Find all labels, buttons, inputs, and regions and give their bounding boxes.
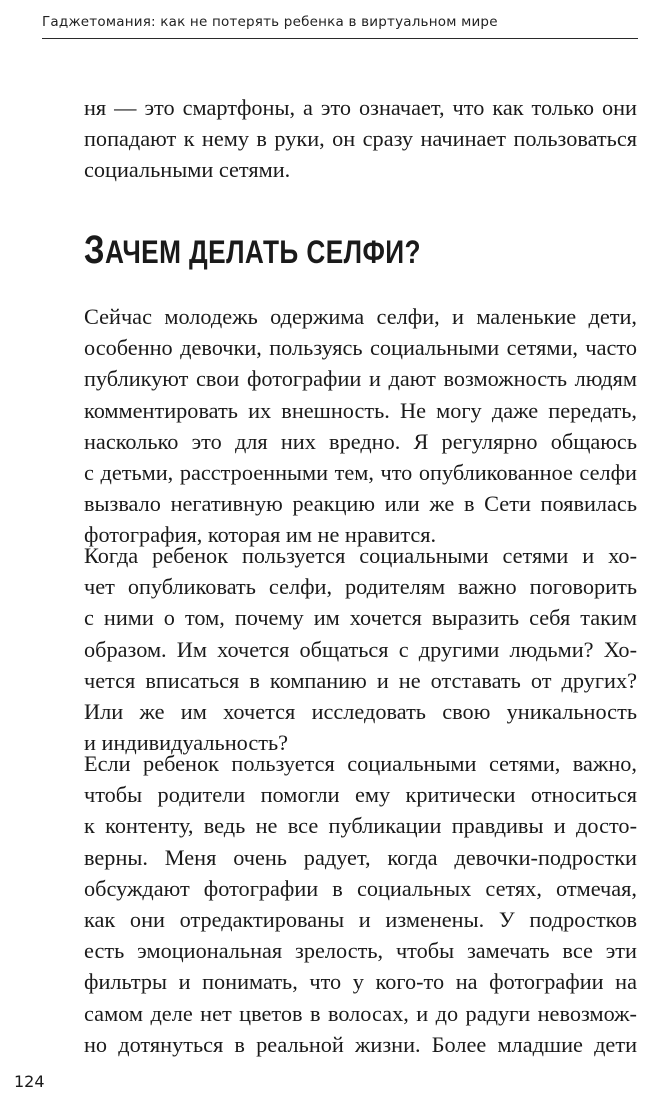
text-line: образом. Им хочется общаться с другими людьми? Хо- [84,636,637,662]
heading-initial: З [84,228,105,272]
text-line: публикуют свои фотографии и дают возможность людям [84,366,637,392]
text-line: и индивидуальность? [84,730,289,756]
page-number: 124 [14,1072,45,1091]
paragraph-1 [84,301,637,551]
text-line: фильтры и понимать, что у кого-то на фотографии на [84,969,637,995]
text-line: чтобы родители помогли ему критически относиться [84,782,637,808]
text-line: социальными сетями. [84,157,291,183]
running-header: Гаджетомания: как не потерять ребенка в виртуальном мире [42,14,498,30]
header-rule [42,38,638,39]
paragraph-2 [84,540,637,758]
text-line: попадают к нему в руки, он сразу начинает пользоваться [84,126,637,152]
text-line: с ними о том, почему им хочется выразить себя таким [84,605,637,631]
text-line: есть эмоциональная зрелость, чтобы замечать все эти [84,938,637,964]
text-line: чет опубликовать селфи, родителям важно поговорить [84,574,637,600]
text-line: фотография, которая им не нравится. [84,522,437,548]
text-line: вызвало негативную реакцию или же в Сети появилась [84,491,637,517]
text-line: обсуждают фотографии в социальных сетях, отмечая, [84,875,637,901]
heading-rest: АЧЕМ ДЕЛАТЬ СЕЛФИ? [104,234,421,270]
text-line: Если ребенок пользуется социальными сетями, важно, [84,751,637,776]
paragraph-3 [84,748,637,1060]
text-line: но дотянуться в реальной жизни. Более младшие дети [84,1031,637,1057]
section-heading [84,226,421,276]
text-line: самом деле нет цветов в волосах, и до радуги невозмож- [84,1000,637,1026]
text-line: с детьми, расстроенными тем, что опубликованное селфи [84,460,637,486]
text-line: Или же им хочется исследовать свою уникальность [84,699,637,725]
text-line: ня — это смартфоны, а это означает, что как только они [84,95,637,120]
text-line: как они отредактированы и изменены. У подростков [84,907,637,933]
text-line: чется вписаться в компанию и не отставать от других? [84,667,637,693]
text-line: насколько это для них вредно. Я регулярно общаюсь [84,428,637,454]
text-line: Сейчас молодежь одержима селфи, и маленькие дети, [84,304,637,329]
intro-paragraph [84,92,637,186]
text-line: верны. Меня очень радует, когда девочки-подростки [84,844,637,870]
text-line: Когда ребенок пользуется социальными сетями и хо- [84,543,637,568]
text-line: комментировать их внешность. Не могу даже передать, [84,397,637,423]
text-line: особенно девочки, пользуясь социальными сетями, часто [84,335,637,361]
text-line: к контенту, ведь не все публикации правдивы и досто- [84,813,637,839]
